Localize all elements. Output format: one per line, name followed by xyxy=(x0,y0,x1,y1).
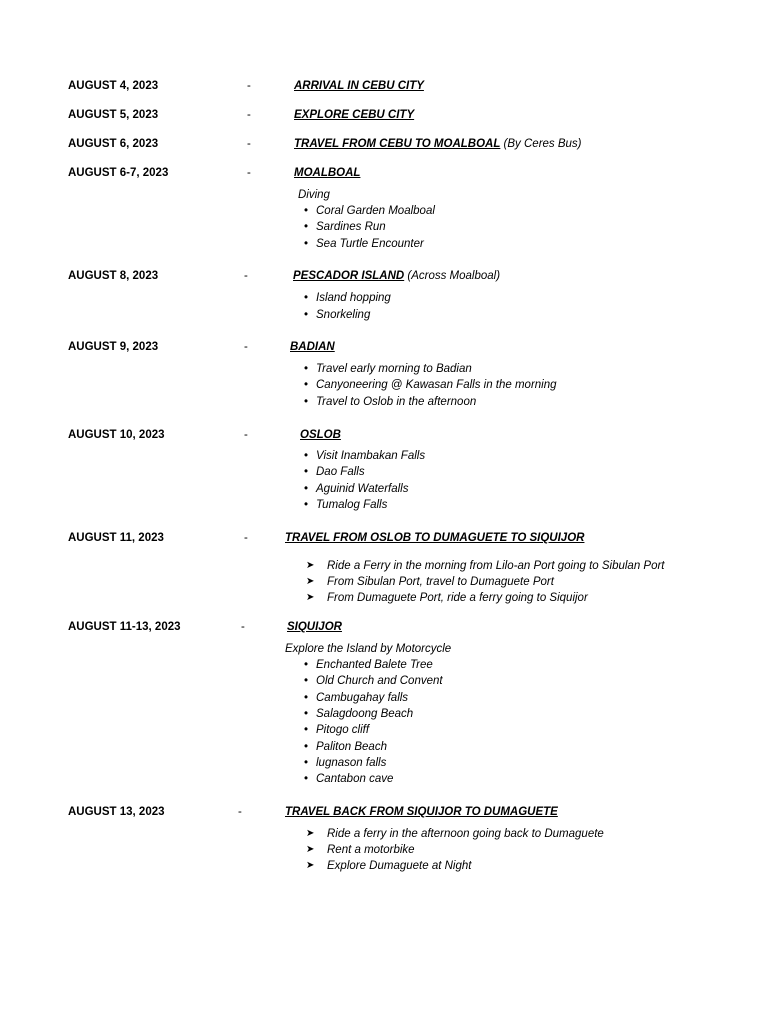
schedule-title-text: OSLOB xyxy=(300,429,341,441)
step-text: From Dumaguete Port, ride a ferry going to Siquijor xyxy=(327,592,588,604)
list-item: • Dao Falls xyxy=(316,464,365,480)
separator-dash: - xyxy=(244,532,248,544)
schedule-title-text: PESCADOR ISLAND xyxy=(293,270,405,282)
separator-dash: - xyxy=(244,429,248,441)
separator-dash: - xyxy=(247,80,251,92)
activity-subheading: Explore the Island by Motorcycle xyxy=(285,643,452,655)
schedule-title-text: MOALBOAL xyxy=(294,167,361,179)
schedule-title-text: ARRIVAL IN CEBU CITY xyxy=(294,80,424,92)
schedule-date: AUGUST 6-7, 2023 xyxy=(68,167,169,179)
separator-dash: - xyxy=(244,341,248,353)
schedule-title xyxy=(287,618,342,636)
schedule-row xyxy=(0,77,768,95)
arrow-bullet-icon: ➤ xyxy=(306,576,315,587)
schedule-row xyxy=(0,338,768,356)
separator-dash: - xyxy=(247,167,251,179)
list-item: • Cantabon cave xyxy=(316,771,393,787)
step-item xyxy=(306,842,415,858)
schedule-row xyxy=(0,164,768,182)
schedule-title xyxy=(294,106,414,124)
schedule-note: (Across Moalboal) xyxy=(404,270,501,282)
schedule-row xyxy=(0,135,768,153)
step-item xyxy=(306,826,604,842)
separator-dash: - xyxy=(238,806,242,818)
step-item xyxy=(306,558,665,574)
list-item: • Paliton Beach xyxy=(316,739,387,755)
step-text: Explore Dumaguete at Night xyxy=(327,860,472,872)
schedule-date: AUGUST 6, 2023 xyxy=(68,138,159,150)
schedule-title xyxy=(294,77,424,95)
schedule-date: AUGUST 8, 2023 xyxy=(68,270,159,282)
schedule-row xyxy=(0,426,768,444)
schedule-date: AUGUST 5, 2023 xyxy=(68,109,159,121)
list-item: • Snorkeling xyxy=(316,307,370,323)
separator-dash: - xyxy=(247,138,251,150)
list-item: • Aguinid Waterfalls xyxy=(316,481,408,497)
activity-subheading: Diving xyxy=(298,189,330,201)
list-item: • Salagdoong Beach xyxy=(316,706,413,722)
step-text: Ride a Ferry in the morning from Lilo-an Port going to Sibulan Port xyxy=(327,560,665,572)
schedule-date: AUGUST 11-13, 2023 xyxy=(68,621,181,633)
schedule-date: AUGUST 13, 2023 xyxy=(68,806,165,818)
arrow-bullet-icon: ➤ xyxy=(306,592,315,603)
arrow-bullet-icon: ➤ xyxy=(306,560,315,571)
list-item: • Coral Garden Moalboal xyxy=(316,203,435,219)
schedule-title xyxy=(285,529,584,547)
schedule-title-text: TRAVEL FROM OSLOB TO DUMAGUETE TO SIQUIJOR xyxy=(285,532,585,544)
list-item: • Tumalog Falls xyxy=(316,497,387,513)
schedule-title-text: TRAVEL BACK FROM SIQUIJOR TO DUMAGUETE xyxy=(285,806,558,818)
step-item xyxy=(306,590,588,606)
schedule-row xyxy=(0,618,768,636)
schedule-title-text: BADIAN xyxy=(290,341,335,353)
list-item: • Sea Turtle Encounter xyxy=(316,236,424,252)
schedule-title-text: SIQUIJOR xyxy=(287,621,342,633)
schedule-title-text: TRAVEL FROM CEBU TO MOALBOAL xyxy=(294,138,501,150)
list-item: • Island hopping xyxy=(316,290,391,306)
schedule-note: (By Ceres Bus) xyxy=(500,138,582,150)
list-item: • Travel to Oslob in the afternoon xyxy=(316,394,476,410)
separator-dash: - xyxy=(247,109,251,121)
schedule-title xyxy=(294,135,582,153)
schedule-date: AUGUST 4, 2023 xyxy=(68,80,159,92)
schedule-title xyxy=(300,426,341,444)
schedule-title xyxy=(293,267,500,285)
list-item: • lugnason falls xyxy=(316,755,386,771)
list-item: • Travel early morning to Badian xyxy=(316,361,472,377)
separator-dash: - xyxy=(241,621,245,633)
step-item xyxy=(306,858,472,874)
list-item: • Enchanted Balete Tree xyxy=(316,657,433,673)
schedule-title xyxy=(285,803,558,821)
list-item: • Pitogo cliff xyxy=(316,722,369,738)
schedule-row xyxy=(0,106,768,124)
list-item: • Sardines Run xyxy=(316,219,386,235)
schedule-row xyxy=(0,267,768,285)
step-text: Rent a motorbike xyxy=(327,844,415,856)
step-text: Ride a ferry in the afternoon going back to Dumaguete xyxy=(327,828,604,840)
list-item: • Canyoneering @ Kawasan Falls in the morning xyxy=(316,377,557,393)
list-item: • Cambugahay falls xyxy=(316,690,408,706)
list-item: • Visit Inambakan Falls xyxy=(316,448,425,464)
list-item: • Old Church and Convent xyxy=(316,673,443,689)
schedule-title xyxy=(294,164,360,182)
schedule-date: AUGUST 11, 2023 xyxy=(68,532,164,544)
arrow-bullet-icon: ➤ xyxy=(306,860,315,871)
schedule-title xyxy=(290,338,335,356)
arrow-bullet-icon: ➤ xyxy=(306,844,315,855)
schedule-row xyxy=(0,803,768,821)
schedule-row xyxy=(0,529,768,547)
step-text: From Sibulan Port, travel to Dumaguete Port xyxy=(327,576,554,588)
schedule-date: AUGUST 9, 2023 xyxy=(68,341,159,353)
arrow-bullet-icon: ➤ xyxy=(306,828,315,839)
schedule-date: AUGUST 10, 2023 xyxy=(68,429,165,441)
step-item xyxy=(306,574,554,590)
separator-dash: - xyxy=(244,270,248,282)
schedule-title-text: EXPLORE CEBU CITY xyxy=(294,109,415,121)
